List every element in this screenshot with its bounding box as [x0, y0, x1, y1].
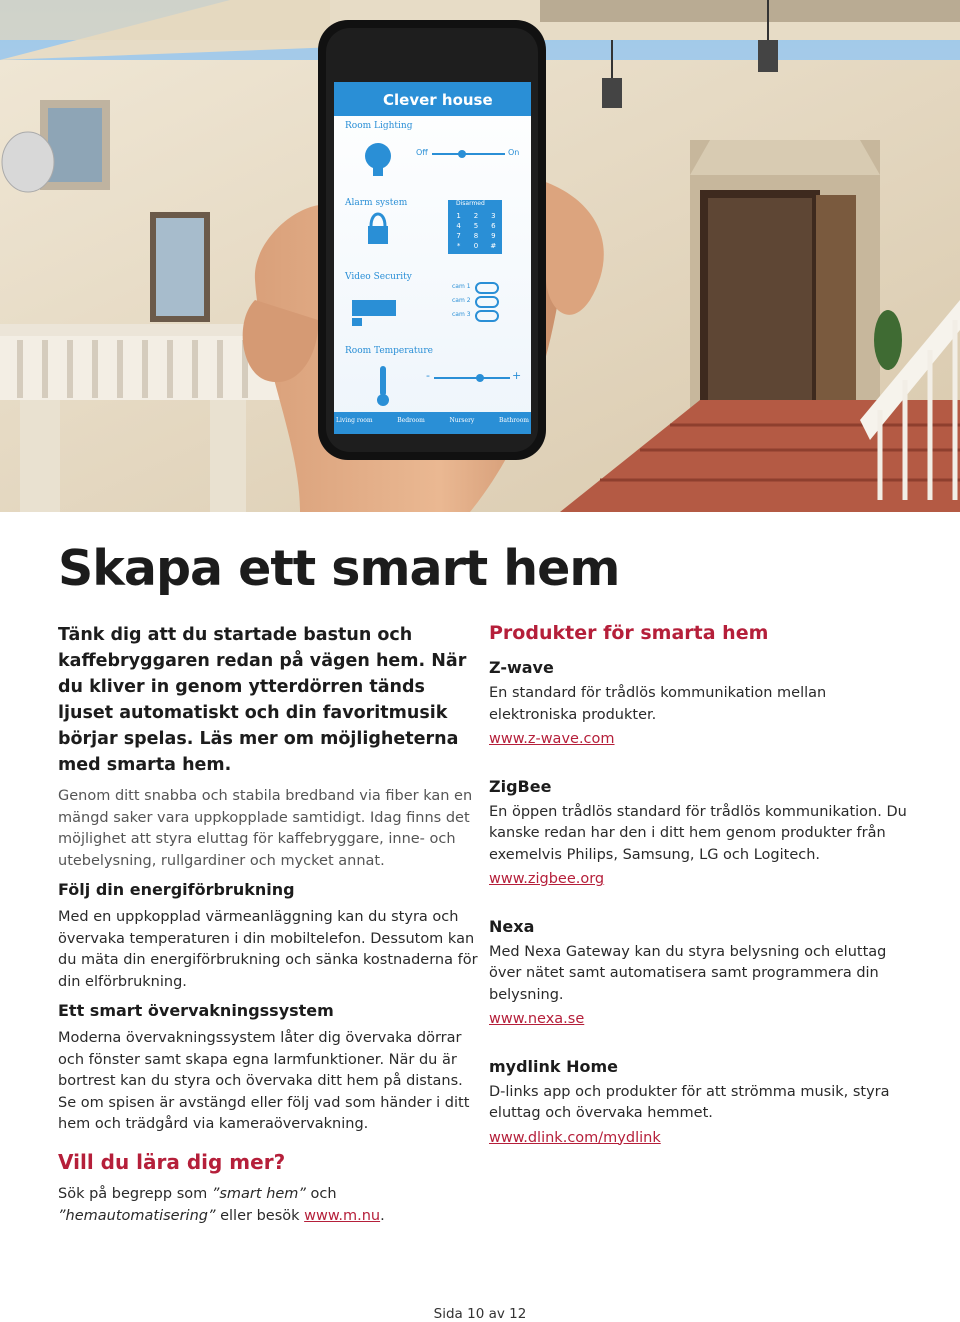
app-tab[interactable]: Living room — [336, 417, 373, 424]
plus-label: + — [512, 369, 522, 382]
intro-text: Tänk dig att du startade bastun och kaffebryggaren redan på vägen hem. När du kliver in genom ytterdörren tänds ljuset automatiskt och din favoritmusik börjar spelas. Läs mer om möjligheterna med smarta hem. — [58, 625, 467, 775]
learn-more-mid: och — [305, 1186, 337, 1202]
product-link[interactable]: www.zigbee.org — [489, 871, 605, 887]
alarm-system-label: Alarm system — [345, 198, 408, 208]
product-name: mydlink Home — [489, 1056, 619, 1076]
intro-body: Genom ditt snabba och stabila bredband via fiber kan en mängd saker vara uppkopplade samtidigt. Idag finns det möjlighet att styra eluttag för kaffebryggare, inne- och utebelysning, rullgardiner och mycket annat. — [58, 788, 473, 869]
product-item — [489, 1057, 919, 1150]
off-label: Off — [416, 148, 428, 157]
section-body: Med en uppkopplad värmeanläggning kan du styra och övervaka temperaturen i din mobiltelefon. Dessutom kan du mäta din energiförbrukning och sänka kostnaderna för din elförbrukning. — [58, 909, 478, 990]
section — [58, 1001, 478, 1136]
section-heading: Ett smart övervakningssystem — [58, 1001, 334, 1020]
keypad-key: 5 — [473, 222, 479, 230]
hero-photo — [0, 0, 960, 512]
keypad — [450, 211, 502, 251]
section-body: Moderna övervakningssystem låter dig övervaka dörrar och fönster samt skapa egna larmfunktioner. När du är bortrest kan du styra och övervaka ditt hem på distans. Se om spisen är avstängd eller följ vad som händer i ditt hem och trädgård via kameraövervakning. — [58, 1030, 470, 1132]
term-hemautomatisering: ”hemautomatisering” — [58, 1207, 216, 1224]
term-smart-hem: ”smart hem” — [211, 1186, 306, 1202]
section — [58, 880, 478, 993]
page-title: Skapa ett smart hem — [58, 540, 620, 597]
product-desc: En öppen trådlös standard för trådlös kommunikation. Du kanske redan har den i ditt hem genom produkter från exemelvis Philips, Samsung, LG och Logitech. — [489, 803, 907, 863]
learn-more-mid2: eller besök — [215, 1207, 305, 1224]
product-item — [489, 658, 919, 751]
keypad-key: 0 — [473, 242, 479, 250]
cam-2-label: cam 2 — [452, 297, 471, 304]
keypad-key: 8 — [473, 232, 479, 240]
page-number: Sida 10 av 12 — [433, 1306, 527, 1322]
keypad-key: 2 — [473, 212, 479, 220]
left-column — [58, 622, 478, 1136]
mnu-link[interactable]: www.m.nu — [304, 1207, 381, 1224]
product-name: ZigBee — [489, 776, 552, 796]
cam-3-label: cam 3 — [452, 311, 471, 318]
on-label: On — [508, 148, 520, 157]
minus-label: - — [426, 369, 430, 382]
disarmed-label: Disarmed — [456, 200, 485, 207]
room-temperature-label: Room Temperature — [345, 346, 433, 356]
app-tab[interactable]: Nursery — [449, 417, 475, 424]
keypad-key: 4 — [456, 222, 461, 230]
app-tab[interactable]: Bathroom — [498, 417, 529, 424]
product-link[interactable]: www.nexa.se — [489, 1011, 585, 1027]
keypad-key: * — [456, 242, 461, 250]
keypad-key: 6 — [491, 222, 496, 230]
product-name: Nexa — [489, 916, 535, 936]
products-heading: Produkter för smarta hem — [489, 622, 769, 644]
app-title: Clever house — [383, 91, 493, 109]
product-desc: Med Nexa Gateway kan du styra belysning och eluttag över nätet samt automatisera samt programmera din belysning. — [489, 943, 887, 1003]
keypad-key: # — [490, 242, 497, 250]
product-item — [489, 917, 919, 1031]
product-link[interactable]: www.dlink.com/mydlink — [489, 1129, 661, 1146]
section-heading: Följ din energiförbrukning — [58, 880, 295, 899]
product-link[interactable]: www.z-wave.com — [489, 731, 615, 747]
cam-1-label: cam 1 — [452, 283, 471, 290]
keypad-key: 1 — [456, 212, 461, 220]
learn-more-text — [58, 1184, 478, 1227]
learn-more-pre: Sök på begrepp som — [58, 1186, 212, 1202]
keypad-key: 9 — [491, 232, 496, 240]
learn-more-post: . — [380, 1207, 385, 1224]
app-tab[interactable]: Bedroom — [397, 417, 425, 424]
product-item — [489, 777, 919, 891]
room-lighting-label: Room Lighting — [345, 121, 413, 131]
product-desc: En standard för trådlös kommunikation mellan elektroniska produkter. — [489, 685, 827, 723]
video-security-label: Video Security — [345, 272, 412, 282]
learn-more-heading: Vill du lära dig mer? — [58, 1150, 286, 1174]
product-desc: D-links app och produkter för att strömma musik, styra eluttag och övervaka hemmet. — [489, 1083, 890, 1121]
app-tab-bar — [336, 417, 529, 424]
keypad-key: 3 — [491, 212, 496, 220]
product-name: Z-wave — [489, 658, 554, 677]
keypad-key: 7 — [456, 232, 461, 240]
products-column — [489, 622, 919, 1175]
learn-more-box — [58, 1150, 478, 1227]
